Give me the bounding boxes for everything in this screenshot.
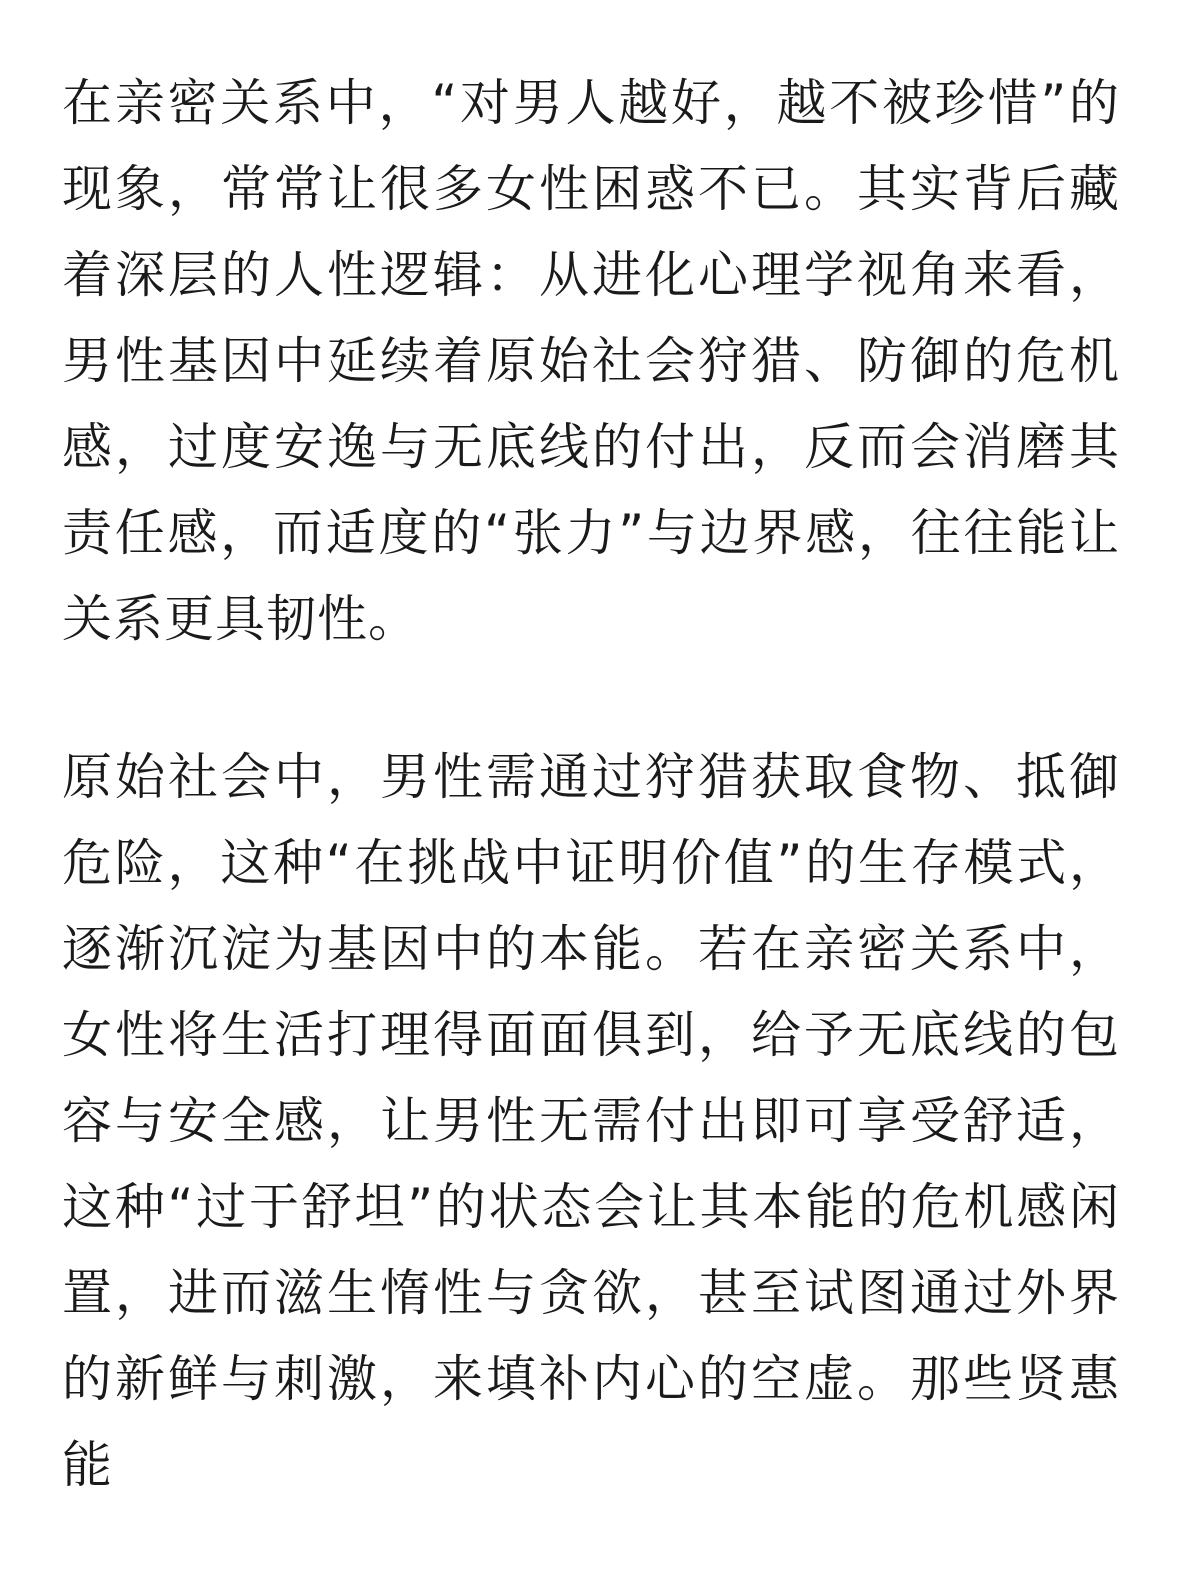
paragraph-1: 在亲密关系中，“对男人越好，越不被珍惜”的现象，常常让很多女性困惑不已。其实背后藏着深层的人性逻辑：从进化心理学视角来看，男性基因中延续着原始社会狩猎、防御的危机感，过度安逸与无底线的付出，反而会消磨其责任感，而适度的“张力”与边界感，往往能让关系更具韧性。: [62, 74, 1120, 648]
paragraph-2: 原始社会中，男性需通过狩猎获取食物、抵御危险，这种“在挑战中证明价值”的生存模式，逐渐沉淀为基因中的本能。若在亲密关系中，女性将生活打理得面面俱到，给予无底线的包容与安全感，让男性无需付出即可享受舒适，这种“过于舒坦”的状态会让其本能的危机感闲置，进而滋生惰性与贪欲，甚至试图通过外界的新鲜与刺激，来填补内心的空虚。那些贤惠能: [62, 748, 1120, 1494]
article-body: [62, 60, 1120, 1580]
